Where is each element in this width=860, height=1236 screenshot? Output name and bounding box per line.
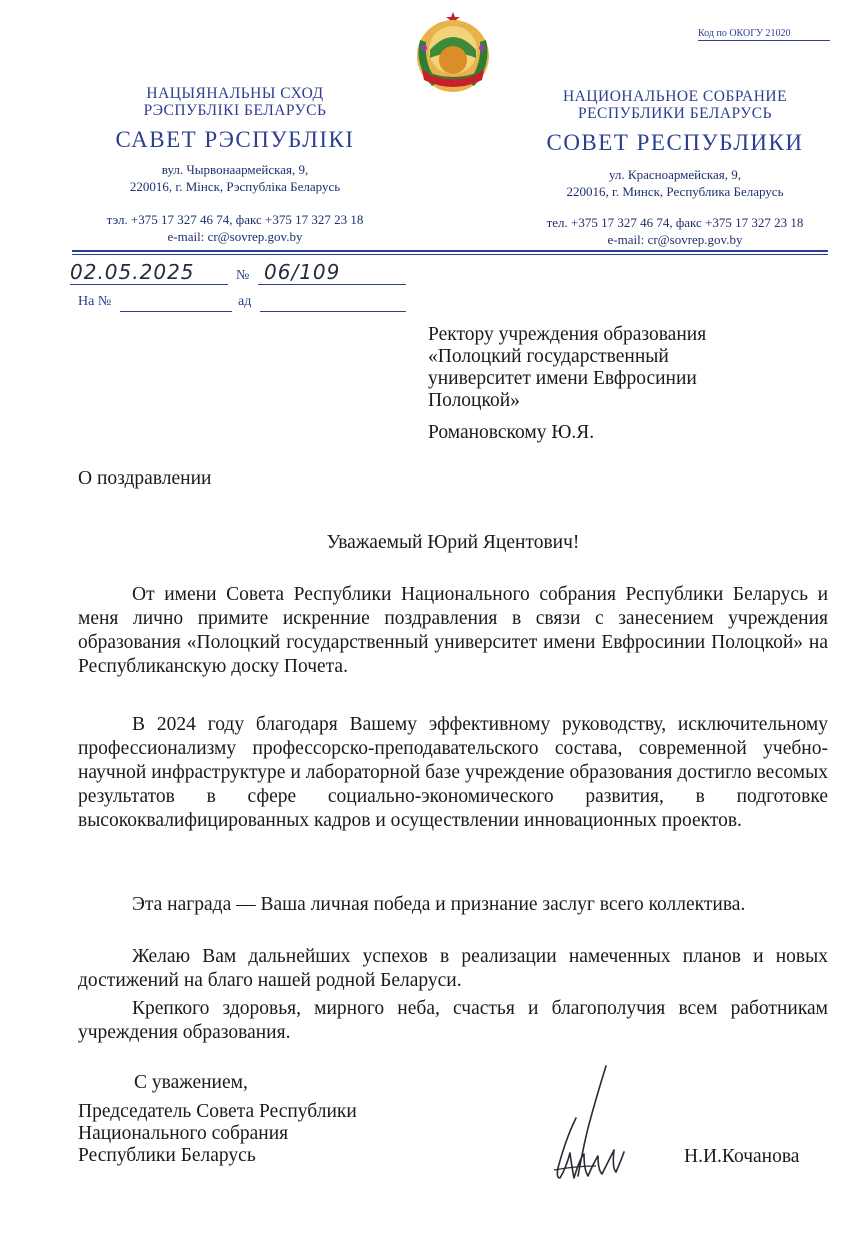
handwritten-signature <box>536 1058 636 1193</box>
address-line2-ru: 220016, г. Минск, Республика Беларусь <box>566 184 784 199</box>
org-name-line2-ru: РЕСПУБЛИКИ БЕЛАРУСЬ <box>577 105 773 122</box>
reply-label: На № <box>78 294 112 309</box>
phone-be: тэл. +375 17 327 46 74, факс +375 17 327 23 18 <box>106 212 364 227</box>
council-name-be: САВЕТ РЭСПУБЛІКІ <box>115 127 355 152</box>
org-name-line1-ru: НАЦИОНАЛЬНОЕ СОБРАНИЕ <box>562 88 788 105</box>
address-line2-be: 220016, г. Мінск, Рэспубліка Беларусь <box>129 179 341 194</box>
phone-ru: тел. +375 17 327 46 74, факс +375 17 327 23 18 <box>546 215 804 230</box>
addressee-line1: Ректору учреждения образования <box>428 324 707 345</box>
paragraph-4: Желаю Вам дальнейших успехов в реализации намеченных планов и новых достижений на благо нашей родной Беларуси. <box>78 946 828 991</box>
org-name-line1-be: НАЦЫЯНАЛЬНЫ СХОД <box>146 85 324 102</box>
number-label: № <box>236 268 250 283</box>
position-line3: Республики Беларусь <box>78 1145 256 1166</box>
paragraph-5: Крепкого здоровья, мирного неба, счастья и благополучия всем работникам учреждения образования. <box>78 998 828 1043</box>
regards: С уважением, <box>134 1072 248 1093</box>
okogu-code: Код по ОКОГУ 21020 <box>698 28 830 41</box>
signatory-position <box>78 1101 357 1167</box>
salutation: Уважаемый Юрий Яцентович! <box>326 532 580 553</box>
email-be[interactable]: e-mail: cr@sovrep.gov.by <box>167 229 303 244</box>
outgoing-number: 06/109 <box>264 260 341 284</box>
council-name-ru: СОВЕТ РЕСПУБЛИКИ <box>546 130 804 155</box>
outgoing-date: 02.05.2025 <box>70 260 195 284</box>
position-line2: Национального собрания <box>78 1123 289 1144</box>
addressee-line3: университет имени Евфросинии <box>428 368 697 389</box>
number-field <box>258 260 406 285</box>
header-divider <box>72 250 828 252</box>
header-divider-thin <box>72 254 828 255</box>
from-label: ад <box>238 294 252 309</box>
addressee-line4: Полоцкой» <box>428 390 520 411</box>
paragraph-1: От имени Совета Республики Национального собрания Республики Беларусь и меня лично примите искренние поздравления в связи с занесением учреждения образования «Полоцкий государственный университет имени Евфросинии Полоцкой» на Республиканскую доску Почета. <box>78 584 828 677</box>
address-line1-ru: ул. Красноармейская, 9, <box>609 167 741 182</box>
header-right <box>505 88 845 248</box>
email-ru[interactable]: e-mail: cr@sovrep.gov.by <box>607 232 743 247</box>
reply-date-field <box>260 293 406 312</box>
paragraph-3: Эта награда — Ваша личная победа и признание заслуг всего коллектива. <box>132 894 746 915</box>
org-name-line2-be: РЭСПУБЛІКІ БЕЛАРУСЬ <box>143 102 327 119</box>
state-emblem <box>408 10 498 96</box>
header-left <box>70 85 400 245</box>
subject: О поздравлении <box>78 468 212 489</box>
paragraph-2: В 2024 году благодаря Вашему эффективному руководству, исключительному профессионализму профессорско-преподавательского состава, современной учебно-научной инфраструктуре и лабораторной базе учреждение образования достигло весомых результатов в сфере социально-экономического развития, в подготовке высококвалифицированных кадров и осуществлении инновационных проектов. <box>78 714 828 831</box>
addressee <box>428 324 828 444</box>
date-field <box>70 260 228 285</box>
position-line1: Председатель Совета Республики <box>78 1101 357 1122</box>
signatory-name: Н.И.Кочанова <box>684 1146 800 1167</box>
addressee-line2: «Полоцкий государственный <box>428 346 669 367</box>
addressee-name: Романовскому Ю.Я. <box>428 422 595 443</box>
reply-number-field <box>120 293 232 312</box>
address-line1-be: вул. Чырвонаармейская, 9, <box>161 162 309 177</box>
